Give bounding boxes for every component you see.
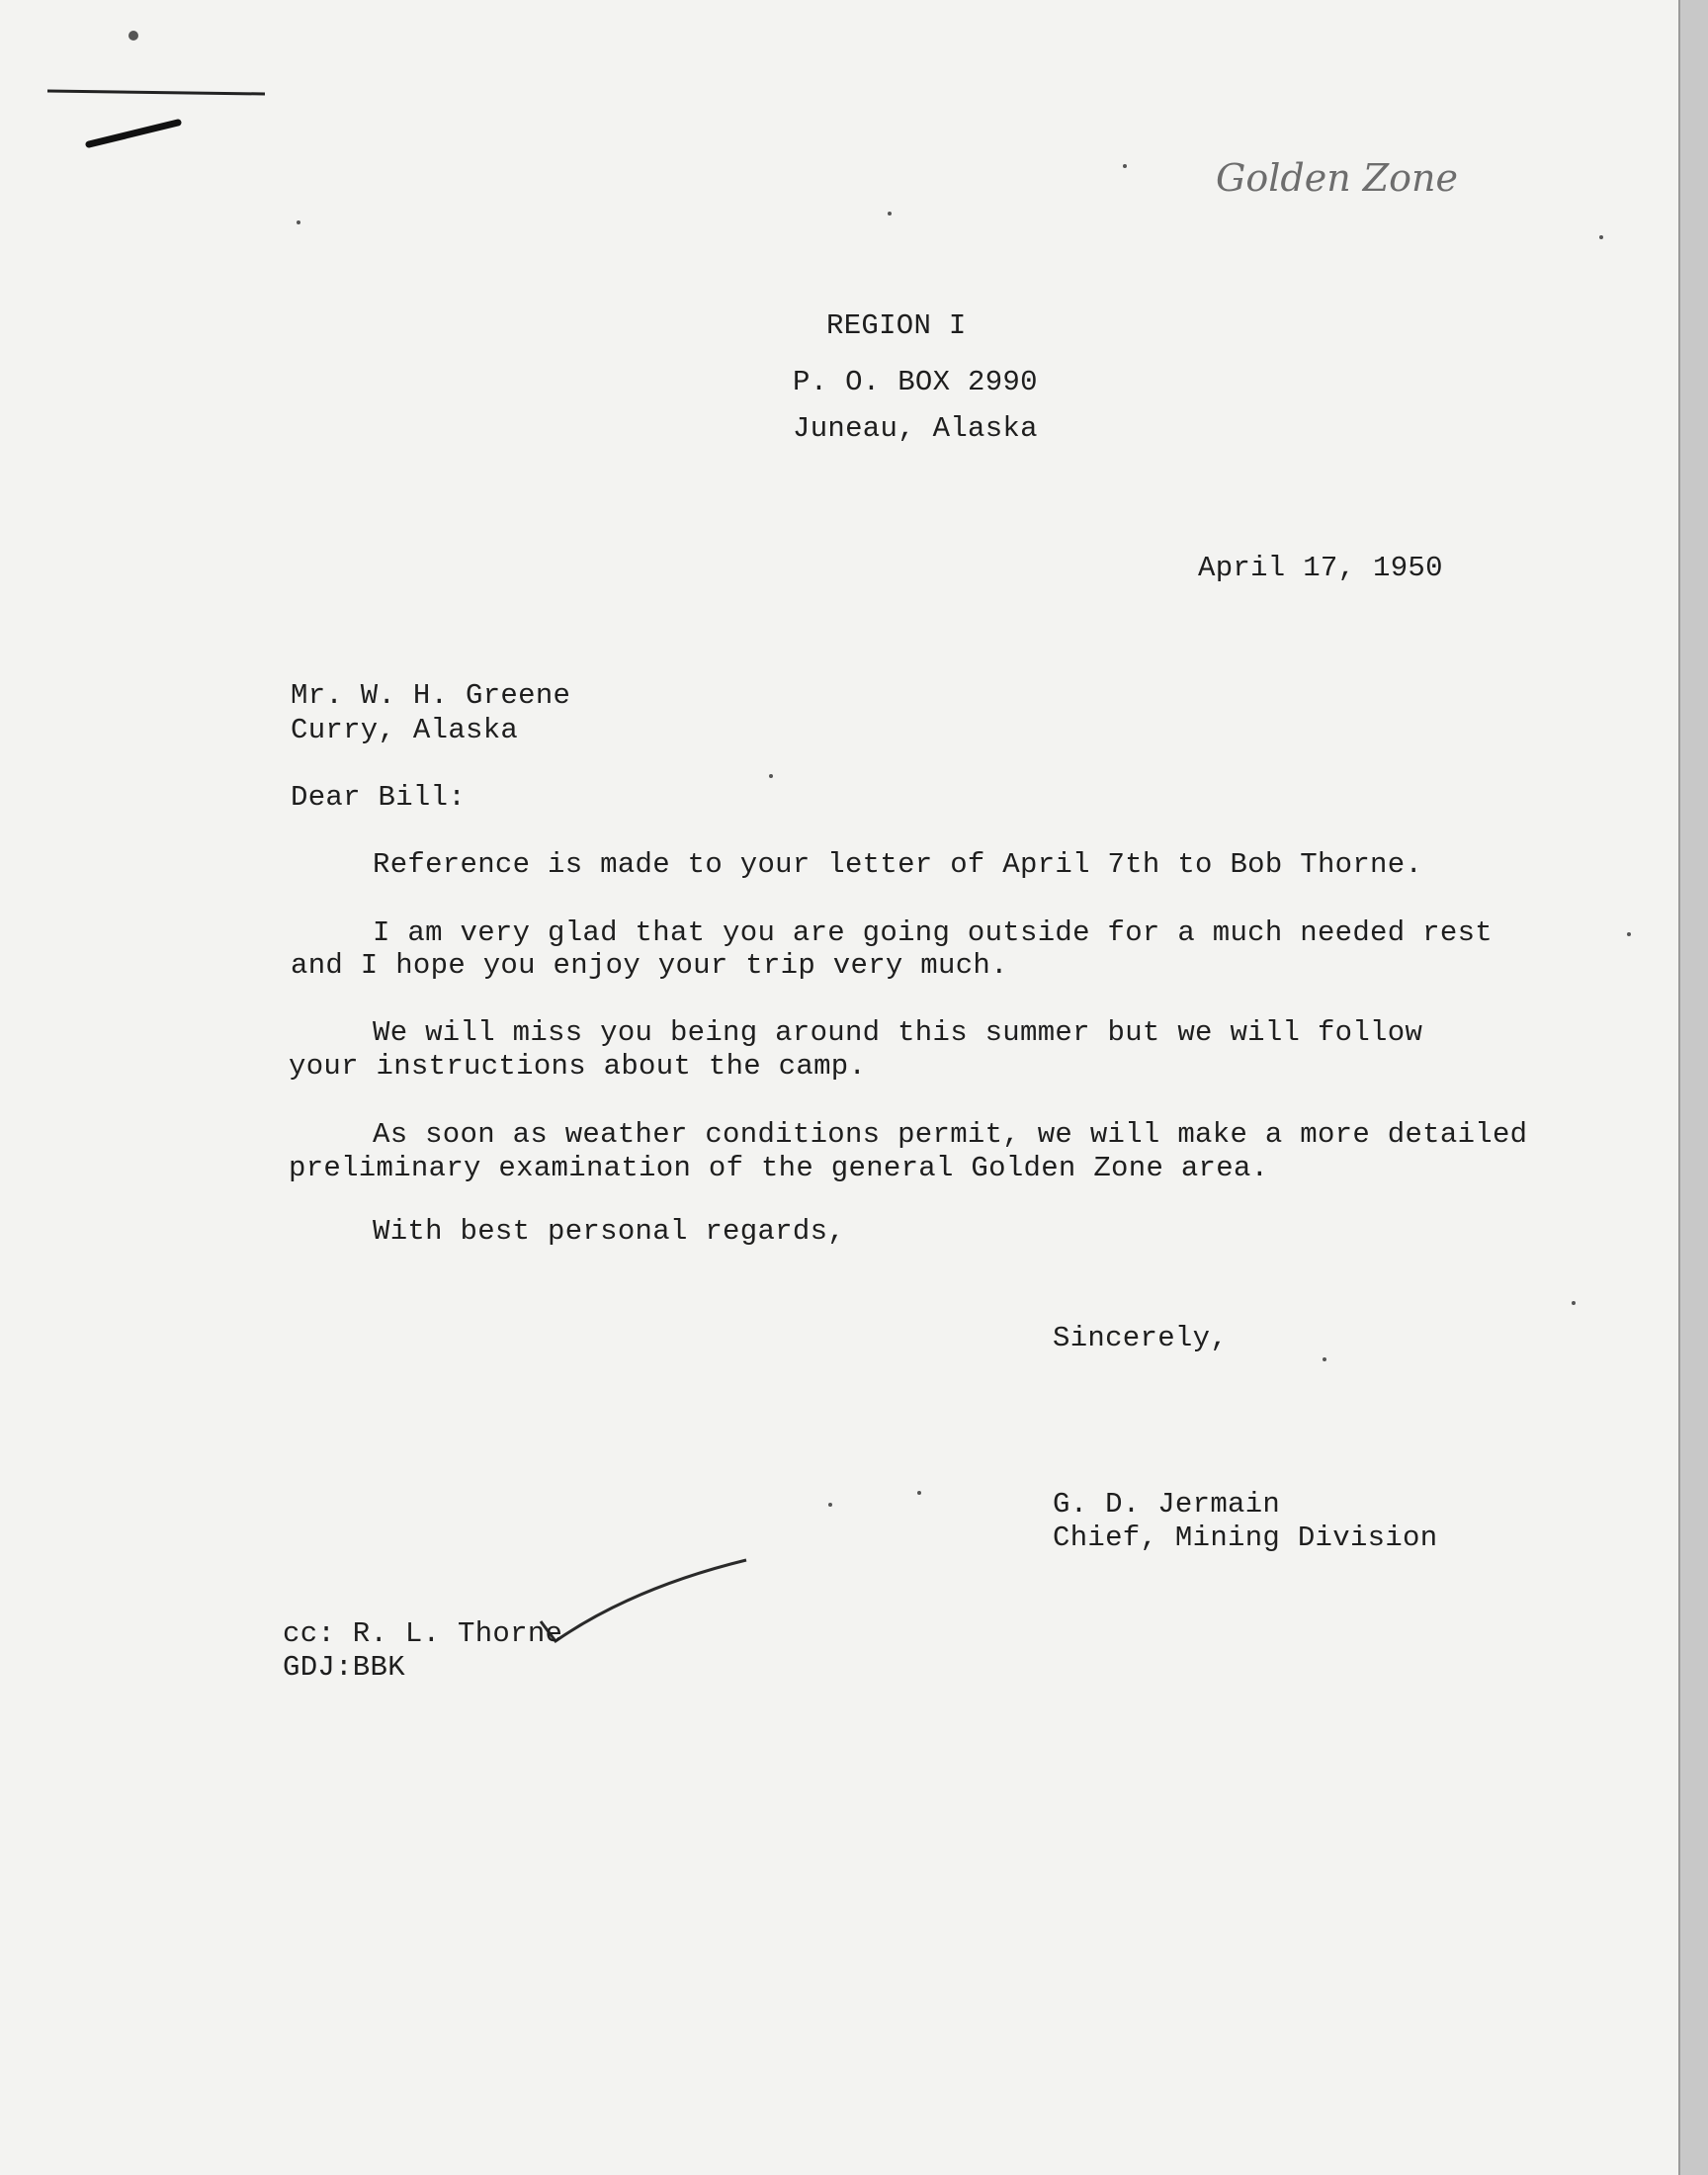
- paragraph-3-line-2: your instructions about the camp.: [289, 1050, 867, 1083]
- pen-stroke-top: [47, 91, 265, 94]
- recipient-location: Curry, Alaska: [291, 714, 519, 746]
- recipient-name: Mr. W. H. Greene: [291, 679, 571, 712]
- pen-stroke-diagonal: [89, 123, 178, 144]
- letterhead-region: REGION I: [826, 309, 967, 342]
- reference-initials: GDJ:BBK: [283, 1651, 405, 1684]
- cc-line: cc: R. L. Thorne: [283, 1617, 563, 1650]
- signature-name: G. D. Jermain: [1053, 1488, 1281, 1521]
- salutation: Dear Bill:: [291, 781, 467, 814]
- paragraph-5-line-1: With best personal regards,: [373, 1215, 845, 1248]
- check-mark: [541, 1560, 746, 1641]
- signature-title: Chief, Mining Division: [1053, 1522, 1438, 1554]
- paragraph-4-line-2: preliminary examination of the general Golden Zone area.: [289, 1152, 1269, 1184]
- letter-date: April 17, 1950: [1198, 552, 1443, 584]
- letterhead-po-box: P. O. BOX 2990: [793, 366, 1038, 398]
- handwritten-note: Golden Zone: [1216, 156, 1458, 200]
- paragraph-2-line-1: I am very glad that you are going outside for a much needed rest: [373, 916, 1493, 949]
- paragraph-4-line-1: As soon as weather conditions permit, we will make a more detailed: [373, 1118, 1528, 1151]
- paragraph-3-line-1: We will miss you being around this summer but we will follow: [373, 1016, 1423, 1049]
- letterhead-city: Juneau, Alaska: [793, 412, 1038, 445]
- paragraph-1-line-1: Reference is made to your letter of April 7th to Bob Thorne.: [373, 848, 1423, 881]
- paragraph-2-line-2: and I hope you enjoy your trip very much.: [291, 949, 1008, 982]
- closing: Sincerely,: [1053, 1322, 1229, 1354]
